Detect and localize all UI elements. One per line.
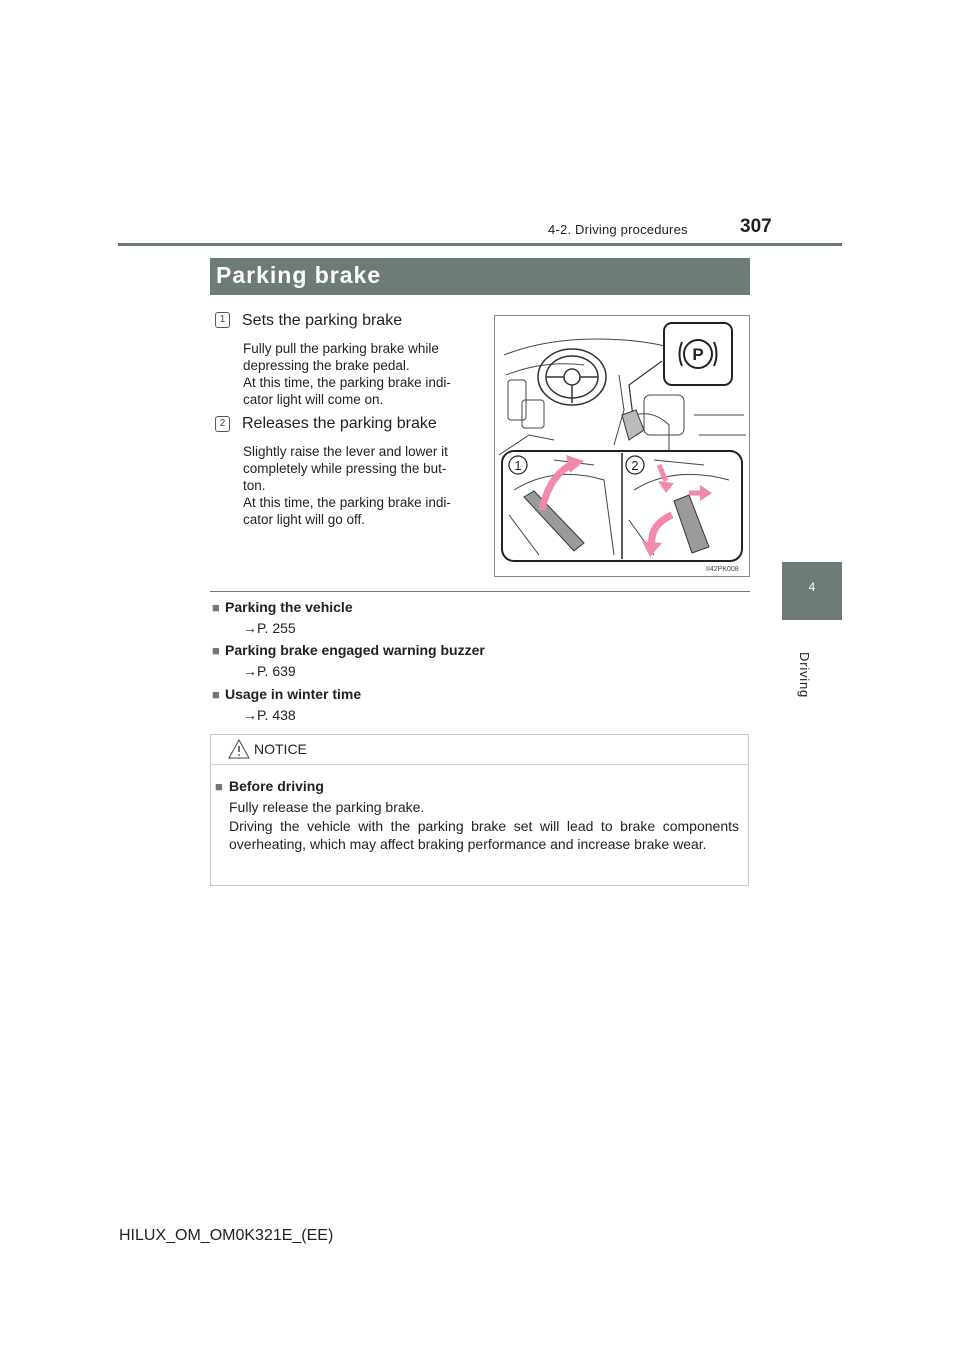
step-line: At this time, the parking brake indi-: [243, 375, 451, 390]
arrow-right-icon: →: [243, 663, 257, 679]
bullet-square-icon: ■: [212, 600, 220, 615]
step-line: completely while pressing the but-: [243, 461, 447, 476]
step-line: depressing the brake pedal.: [243, 358, 410, 373]
step-description: [243, 340, 475, 408]
warning-triangle-icon: [228, 739, 250, 759]
notice-label: NOTICE: [254, 741, 307, 757]
note-title: Parking brake engaged warning buzzer: [225, 642, 485, 658]
notice-line-text: Driving the vehicle with the parking brake set will lead to brake components overheating, which may affect braking performance and increase brake wear.: [229, 817, 739, 852]
notice-title: Before driving: [229, 778, 324, 794]
chapter-label: Driving: [797, 652, 812, 699]
document-code: HILUX_OM_OM0K321E_(EE): [119, 1227, 334, 1244]
page-reference-text: P. 438: [257, 707, 296, 723]
step-title: Sets the parking brake: [242, 312, 403, 329]
step-title: Releases the parking brake: [242, 415, 437, 432]
notice-divider: [211, 764, 749, 765]
step-line: cator light will go off.: [243, 512, 366, 527]
step-line: ton.: [243, 478, 266, 493]
bullet-square-icon: ■: [212, 687, 220, 702]
page-reference-text: P. 255: [257, 620, 296, 636]
page-reference[interactable]: [243, 620, 296, 636]
arrow-right-icon: →: [243, 707, 257, 723]
callout-2: 2: [631, 458, 639, 473]
note-title: Usage in winter time: [225, 686, 362, 702]
arrow-right-icon: →: [243, 620, 257, 636]
callout-1: 1: [514, 458, 522, 473]
page-number: 307: [740, 216, 772, 237]
step-line: Fully pull the parking brake while: [243, 341, 439, 356]
bullet-square-icon: ■: [215, 779, 223, 794]
step-line: Slightly raise the lever and lower it: [243, 444, 448, 459]
notice-line-text: Fully release the parking brake.: [229, 799, 425, 815]
step-line: At this time, the parking brake indi-: [243, 495, 451, 510]
bullet-square-icon: ■: [212, 643, 220, 658]
page-reference-text: P. 639: [257, 663, 296, 679]
step-badge: 1: [215, 312, 230, 328]
page-title: Parking brake: [216, 262, 382, 288]
chapter-number: 4: [808, 580, 816, 594]
step-badge: 2: [215, 416, 230, 432]
step-description: [243, 443, 475, 528]
section-title: 4-2. Driving procedures: [548, 222, 688, 237]
page-reference[interactable]: [243, 663, 296, 679]
step-line: cator light will come on.: [243, 392, 384, 407]
notice-body: [229, 798, 739, 854]
note-title: Parking the vehicle: [225, 599, 353, 615]
parking-brake-illustration: [494, 315, 750, 577]
section-divider: [210, 591, 750, 592]
parking-indicator-symbol: P: [692, 345, 704, 364]
header-divider: [118, 243, 842, 246]
illustration-code: II42PK008: [706, 566, 739, 573]
page-reference[interactable]: [243, 707, 296, 723]
